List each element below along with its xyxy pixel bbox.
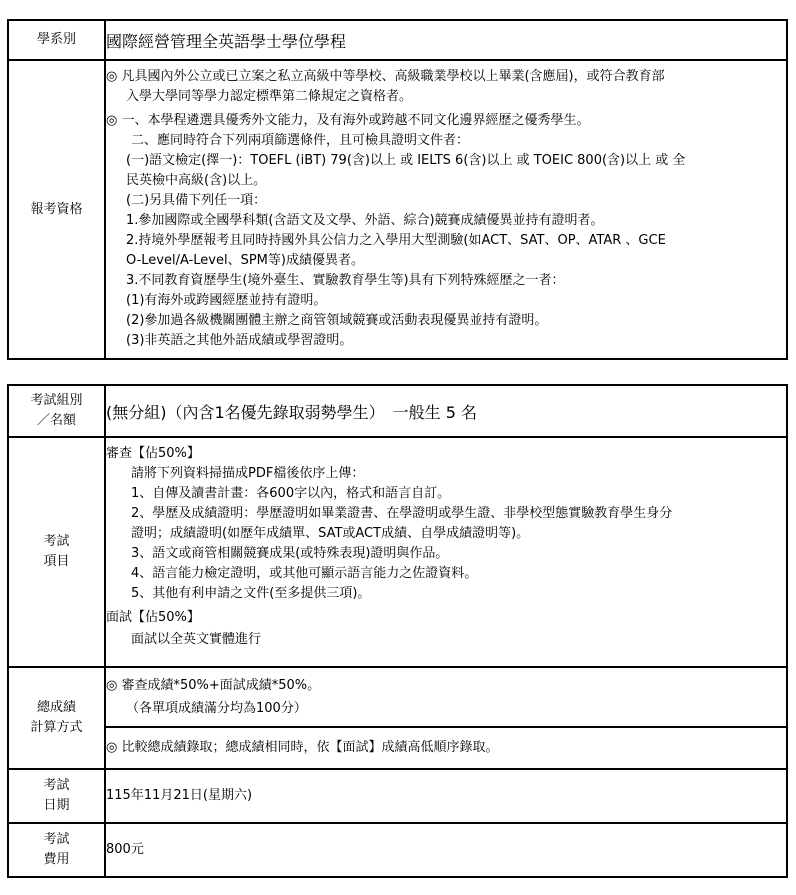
- qual-line: 2.持境外學歷報考且同時持國外具公信力之入學用大型測驗(如ACT、SAT、OP、ATAR 、GCE: [126, 233, 666, 248]
- qual-line: 二、應同時符合下列兩項篩選條件，且可檢具證明文件者：: [131, 133, 470, 148]
- exam-items-label-line1: 考試: [43, 534, 70, 549]
- qual-line: 3.不同教育資歷學生(境外臺生、實驗教育學生等)具有下列特殊經歷之一者：: [126, 273, 565, 288]
- qual-line: (3)非英語之其他外語成績或學習證明。: [126, 333, 353, 348]
- qual-line: (1)有海外或跨國經歷並持有證明。: [126, 293, 327, 308]
- score-formula-cell: [105, 667, 787, 727]
- qual-line: ◎ 一、本學程遴選具優秀外文能力，及有海外或跨越不同文化邊界經歷之優秀學生。: [106, 113, 590, 128]
- exam-date: 115年11月21日(星期六): [105, 769, 787, 823]
- score-formula: ◎ 審查成績*50%+面試成績*50%。: [106, 677, 321, 693]
- quota-text: (無分組)（內含1名優先錄取弱勢學生） 一般生 5 名: [105, 385, 787, 437]
- review-item: 5、其他有利申請之文件(至多提供三項)。: [131, 586, 371, 601]
- score-method-label: [8, 667, 105, 769]
- exam-date-label-line1: 考試: [43, 778, 70, 793]
- score-method-label-line1: 總成績: [36, 700, 76, 715]
- interview-text: 面試以全英文實體進行: [131, 632, 262, 647]
- qualification-label: 報考資格: [8, 60, 105, 359]
- score-note: （各單項成績滿分均為100分）: [126, 700, 307, 716]
- review-item: 4、語言能力檢定證明，或其他可顯示語言能力之佐證資料。: [131, 566, 478, 581]
- qual-line: O-Level/A-Level、SPM等)成績優異者。: [126, 253, 364, 268]
- exam-date-label: [8, 769, 105, 823]
- exam-date-label-line2: 日期: [43, 798, 70, 813]
- qual-line: 民英檢中高級(含)以上。: [126, 173, 267, 188]
- dept-name: 國際經營管理全英語學士學位學程: [105, 20, 787, 60]
- review-item: 3、語文或商管相關競賽成果(或特殊表現)證明與作品。: [131, 546, 449, 561]
- exam-items-content: [105, 437, 787, 667]
- exam-items-label-line2: 項目: [43, 554, 70, 569]
- qual-line: 1.參加國際或全國學科類(含語文及文學、外語、綜合)競賽成績優異並持有證明者。: [126, 213, 604, 228]
- exam-fee: 800元: [105, 823, 787, 877]
- exam-fee-label-line1: 考試: [43, 832, 70, 847]
- qual-line: (一)語文檢定(擇一)：TOEFL (iBT) 79(含)以上 或 IELTS 6(含)以上 或 TOEIC 800(含)以上 或 全: [126, 153, 686, 168]
- admission-requirements-table: [7, 19, 788, 360]
- exam-fee-label: [8, 823, 105, 877]
- review-item: 證明；成績證明(如歷年成績單、SAT或ACT成績、自學成績證明等)。: [131, 526, 530, 541]
- review-item: 2、學歷及成績證明：學歷證明如畢業證書、在學證明或學生證、非學校型態實驗教育學生身分: [131, 506, 673, 521]
- dept-label: 學系別: [8, 20, 105, 60]
- score-method-label-line2: 計算方式: [30, 720, 83, 735]
- exam-info-table: [7, 384, 788, 878]
- qual-line: (2)參加過各級機關團體主辦之商管領域競賽或活動表現優異並持有證明。: [126, 313, 548, 328]
- exam-fee-label-line2: 費用: [43, 852, 70, 867]
- qual-line: 入學大學同等學力認定標準第二條規定之資格者。: [126, 89, 413, 104]
- quota-label: [8, 385, 105, 437]
- exam-items-label: [8, 437, 105, 667]
- score-rule-cell: [105, 727, 787, 769]
- review-intro: 請將下列資料掃描成PDF檔後依序上傳：: [131, 466, 365, 481]
- quota-label-line1: 考試組別: [30, 393, 83, 408]
- score-rule: ◎ 比較總成績錄取；總成績相同時，依【面試】成績高低順序錄取。: [106, 740, 499, 755]
- interview-title: 面試【佔50%】: [106, 610, 200, 625]
- review-title: 審查【佔50%】: [106, 446, 200, 461]
- quota-label-line2: ／名額: [36, 413, 76, 428]
- qualification-content: [105, 60, 787, 359]
- review-item: 1、自傳及讀書計畫：各600字以內，格式和語言自訂。: [131, 486, 451, 501]
- qual-line: ◎ 凡具國內外公立或已立案之私立高級中等學校、高級職業學校以上畢業(含應屆)，或符合教育部: [106, 69, 665, 84]
- qual-line: (二)另具備下列任一項：: [126, 193, 267, 208]
